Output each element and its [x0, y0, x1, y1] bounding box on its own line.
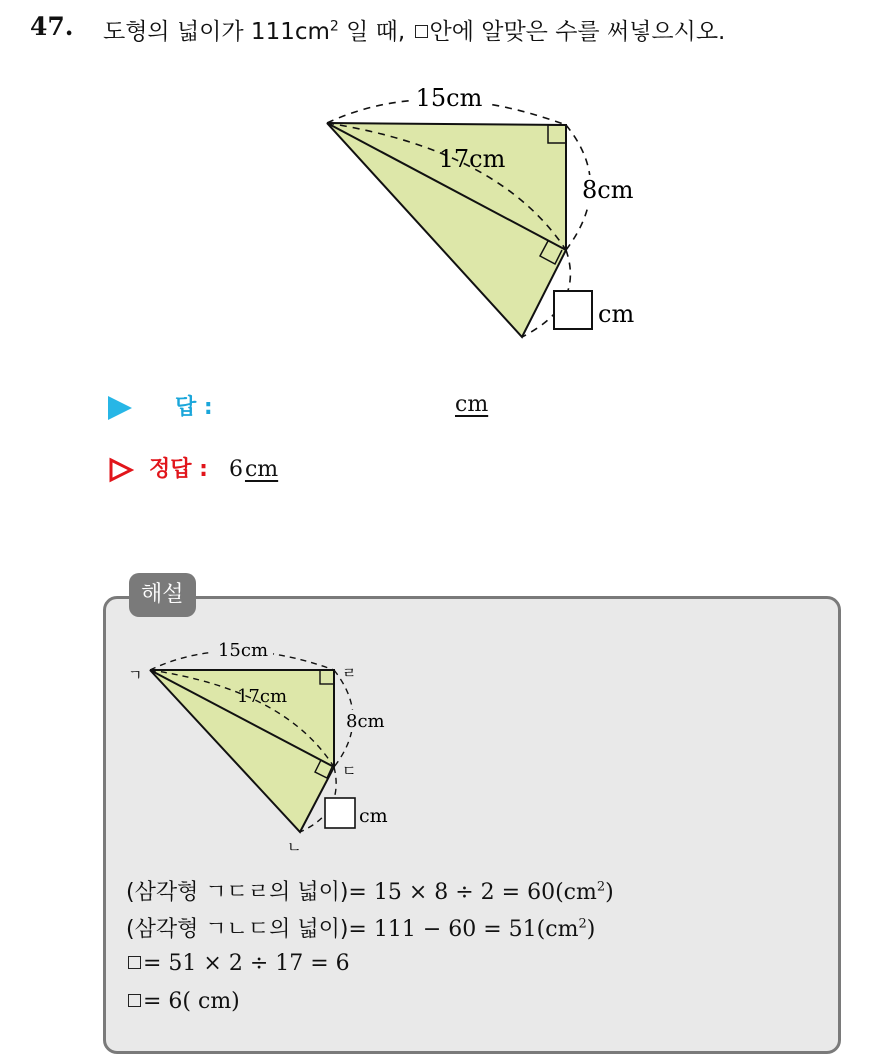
solution-line-1-expr: = 15 × 8 ÷ 2 = 60(cm — [348, 880, 597, 905]
solution-line-1 — [126, 875, 614, 906]
solution-line-4-expr: = 6( cm) — [143, 989, 240, 1014]
solution-line-2-label: (삼각형 ㄱㄴㄷ의 넓이) — [126, 917, 349, 942]
question-number: 47. — [30, 12, 74, 41]
label-box-unit: cm — [598, 300, 635, 328]
solution-line-2 — [126, 912, 595, 943]
answer-unit: cm — [455, 392, 489, 417]
answer-label: 답 : — [175, 395, 213, 420]
solution-line-3-expr: = 51 × 2 ÷ 17 = 6 — [143, 951, 350, 976]
correct-answer-value: 6 — [228, 457, 243, 482]
question-text-after: 안에 알맞은 수를 써넣으시오. — [429, 19, 726, 45]
solution-line-2-expr: = 111 − 60 = 51(cm — [348, 917, 579, 942]
solution-line-2-sup: 2 — [578, 916, 587, 932]
solution-line-1-close: ) — [605, 880, 614, 905]
sol-label-box-unit: cm — [359, 805, 388, 827]
question-text-before: 도형의 넓이가 111cm — [103, 19, 330, 45]
vertex-label-g: ㄱ — [128, 666, 143, 684]
correct-answer-unit: cm — [244, 457, 279, 482]
blank-box-icon — [128, 956, 141, 969]
question-text-sup: 2 — [329, 18, 339, 35]
sol-blank-box — [325, 798, 355, 828]
sol-label-15cm: 15cm — [217, 640, 269, 661]
solution-line-4 — [126, 989, 240, 1014]
solution-line-1-label: (삼각형 ㄱㄷㄹ의 넓이) — [126, 880, 349, 905]
blank-box-icon — [128, 994, 141, 1007]
vertex-label-n: ㄴ — [287, 838, 302, 856]
sol-label-17cm: 17cm — [236, 686, 288, 707]
solution-tag: 해설 — [129, 573, 196, 617]
solution-line-1-sup: 2 — [596, 879, 606, 895]
sol-label-8cm: 8cm — [346, 711, 385, 732]
correct-answer-label: 정답 : — [149, 457, 208, 482]
label-17cm: 17cm — [438, 145, 506, 173]
question-text-mid: 일 때, — [338, 19, 413, 45]
solution-line-3 — [126, 951, 350, 976]
label-8cm: 8cm — [582, 176, 634, 204]
vertex-label-d: ㄷ — [342, 762, 357, 780]
solution-line-2-close: ) — [586, 917, 596, 942]
vertex-label-r: ㄹ — [342, 664, 357, 682]
label-15cm: 15cm — [415, 84, 483, 112]
